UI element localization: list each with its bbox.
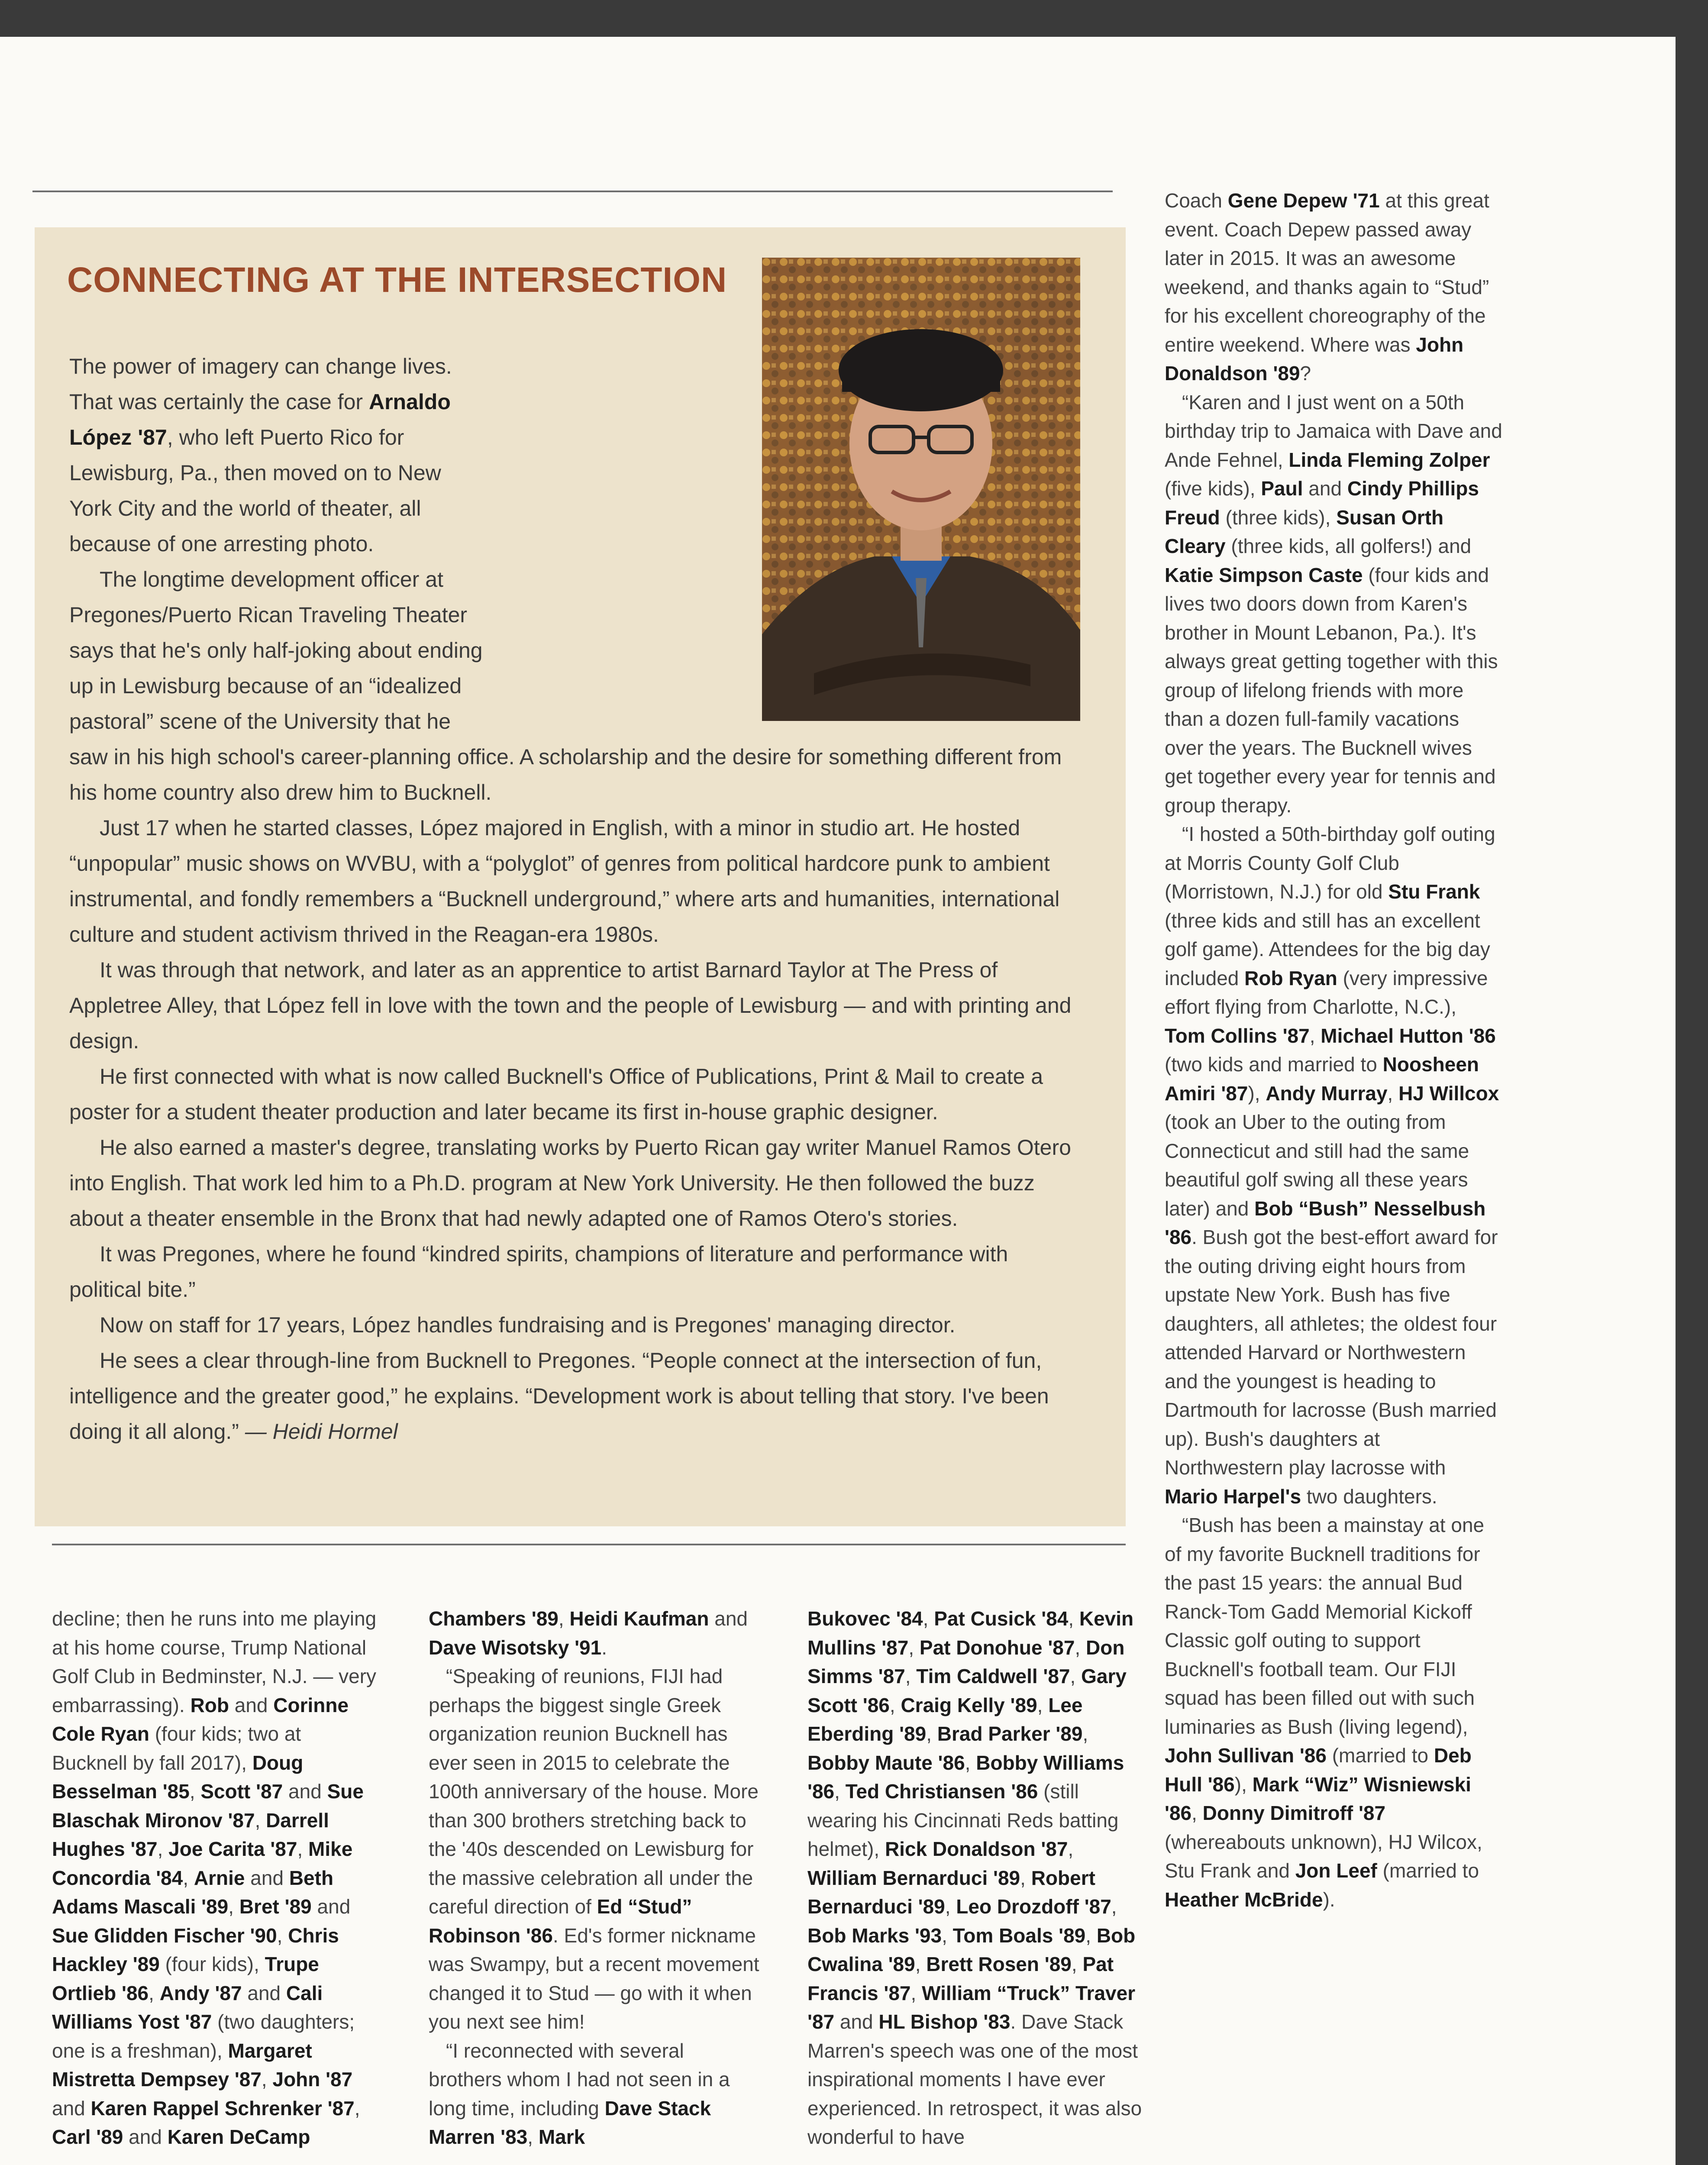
name-mention: Arnie [194,1866,245,1889]
name-mention: Don Simms '87 [807,1636,1125,1687]
column-text: and [311,1895,351,1918]
name-mention: Kevin Mullins '87 [807,1607,1134,1659]
column-2-reunion [429,1662,762,2036]
name-mention: Sue Glidden Fischer '90 [52,1924,277,1947]
name-mention: Robert Bernarduci '89 [807,1866,1095,1918]
column-text: , [1020,1866,1031,1889]
column-text: , [527,2126,539,2148]
column-text: (very impressive effort flying from Charlotte, N.C.), [1165,966,1488,1018]
name-mention: HL Bishop '83 [878,2010,1011,2033]
sidebar-box [35,227,1126,1526]
column-text: , [915,1953,927,1975]
column-text: and [123,2126,168,2148]
name-mention: Rick Donaldson '87 [885,1838,1068,1860]
column-text: (two daughters; one is a freshman), [52,2010,355,2062]
name-mention: Tom Boals '89 [952,1924,1086,1947]
column-text: , [228,1895,239,1918]
column-2-lead [429,1604,762,1662]
column-text: . Ed's former nickname was Swampy, but a recent movement changed it to Stud — go with it when you next see him! [429,1924,759,2033]
column-text: , [255,1809,266,1832]
sidebar-title: CONNECTING AT THE INTERSECTION [67,260,727,300]
column-text: , [1309,1024,1321,1047]
name-mention: Tim Caldwell '87 [916,1665,1070,1687]
name-mention: Bob Cwalina '89 [807,1924,1136,1975]
name-mention: Bret '89 [239,1895,312,1918]
name-mention: Chambers '89 [429,1607,559,1630]
name-mention: Craig Kelly '89 [901,1693,1037,1716]
column-text: Coach [1165,189,1228,212]
column-4-coach [1165,186,1502,388]
name-mention: Donny Dimitroff '87 [1202,1802,1386,1824]
name-mention: Noosheen Amiri '87 [1165,1053,1479,1105]
column-text: “Bush has been a mainstay at one of my favorite Bucknell traditions for the past 15 years: the annual Bud Ranck-Tom Gadd Memorial Kickoff Classic golf outing to support Bucknell's football team. Our FIJI squad has been filled out with such luminaries as Bush (living legend), [1165,1514,1485,1738]
column-1 [52,1604,381,2152]
column-text: , [905,1665,917,1687]
column-text: two daughters. [1301,1485,1437,1508]
name-mention: Cali Williams Yost '87 [52,1981,323,2033]
column-text: ), [1248,1082,1266,1105]
name-mention: Brad Parker '89 [937,1722,1083,1745]
name-mention: John '87 [272,2068,353,2091]
name-mention: Karen DeCamp [167,2126,310,2148]
column-text: (three kids), [1220,506,1337,529]
column-text: and [709,1607,748,1630]
top-rule [32,191,1113,192]
name-mention: Leo Drozdoff '87 [956,1895,1111,1918]
name-mention: Cindy Phillips Freud [1165,477,1479,529]
paragraph-6: He also earned a master's degree, translating works by Puerto Rican gay writer Manuel Ramos Otero into English. That work led him to a Ph.D. program at New York University. He then followed the buzz about a theater ensemble in the Bronx that had newly adapted one of Ramos Otero's stories. [69,1135,1071,1231]
name-mention: Heather McBride [1165,1888,1323,1911]
column-text: (two kids and married to [1165,1053,1383,1076]
paragraph-1-lead: The power of imagery can change lives. That was certainly the case for [69,354,452,414]
column-text: , [189,1780,201,1803]
column-text: , [911,1981,922,2004]
column-text: , [1191,1802,1203,1824]
column-text: , [558,1607,570,1630]
column-text: “Karen and I just went on a 50th birthday trip to Jamaica with Dave and Ande Fehnel, [1165,391,1502,471]
name-mention: Carl '89 [52,2126,123,2148]
column-text: and [229,1693,274,1716]
column-text: , [1387,1082,1399,1105]
name-mention: Bob “Bush” Nesselbush '86 [1165,1197,1486,1248]
column-4-golf [1165,820,1502,1511]
column-text: , [261,2068,273,2091]
name-mention: Dave Wisotsky '91 [429,1636,602,1659]
column-text: , [1070,1665,1082,1687]
column-text: , [157,1838,169,1860]
column-text: “I hosted a 50th-birthday golf outing at Morris County Golf Club (Morristown, N.J.) for old [1165,823,1495,903]
column-text: and [1303,477,1347,500]
byline: — Heidi Hormel [245,1419,398,1444]
name-mention: Katie Simpson Caste [1165,563,1363,586]
name-mention: Joe Carita '87 [168,1838,297,1860]
name-mention: Pat Donohue '87 [919,1636,1075,1659]
name-mention: Mark “Wiz” Wisniewski '86 [1165,1773,1471,1824]
name-mention: John Donaldson '89 [1165,333,1464,385]
column-text: (three kids and still has an excellent golf game). Attendees for the big day included [1165,909,1490,989]
name-mention: Bobby Williams '86 [807,1751,1124,1803]
featured-name: Arnaldo López '87 [69,390,451,449]
name-mention: Michael Hutton '86 [1321,1024,1496,1047]
name-mention: Ted Christiansen '86 [845,1780,1038,1803]
column-text: and [283,1780,327,1803]
name-mention: William Bernarduci '89 [807,1866,1020,1889]
name-mention: Andy Murray [1266,1082,1388,1105]
column-text: (four kids and lives two doors down from Karen's brother in Mount Lebanon, Pa.). It's always great getting together with this group of lifelong friends with more than a dozen full-family vacations over the years. The Bucknell wives get together every year for tennis and group therapy. [1165,563,1498,817]
column-text: and [52,2097,91,2120]
column-text: , [908,1636,920,1659]
column-text: and [834,2010,879,2033]
name-mention: Stu Frank [1388,880,1480,903]
name-mention: Ed “Stud” Robinson '86 [429,1895,692,1947]
column-text: , [942,1924,953,1947]
name-mention: Mario Harpel's [1165,1485,1301,1508]
column-text: “Speaking of reunions, FIJI had perhaps the biggest single Greek organization reunion Bucknell has ever seen in 2015 to celebrate the 100th anniversary of the house. More than 300 brothers stretching back to the '40s descended on Lewisburg for the massive celebration all under the careful direction of [429,1665,759,1918]
column-text: . [601,1636,607,1659]
column-text: , [1111,1895,1117,1918]
name-mention: Doug Besselman '85 [52,1751,304,1803]
column-text: , [1071,1953,1083,1975]
column-text: , [945,1895,956,1918]
column-4-bush [1165,1511,1502,1914]
name-mention: Margaret Mistretta Dempsey '87 [52,2039,312,2091]
column-text: (whereabouts unknown), HJ Wilcox, Stu Frank and [1165,1830,1482,1882]
column-text: (still wearing his Cincinnati Reds batting helmet), [807,1780,1119,1860]
name-mention: Brett Rosen '89 [926,1953,1072,1975]
name-mention: Rob Ryan [1244,966,1337,989]
name-mention: Lee Eberding '89 [807,1693,1083,1745]
paragraph-8: Now on staff for 17 years, López handles fundraising and is Pregones' managing director. [100,1313,956,1337]
column-2 [429,1604,762,2152]
paragraph-5: He first connected with what is now called Bucknell's Office of Publications, Print & Mail to create a poster for a student theater production and later became its first in-house graphic designer. [69,1064,1043,1124]
column-text: (married to [1326,1744,1434,1767]
column-text: ? [1300,362,1311,385]
name-mention: Gene Depew '71 [1227,189,1380,212]
name-mention: Tom Collins '87 [1165,1024,1310,1047]
column-text: (married to [1377,1859,1479,1882]
column-text: (five kids), [1165,477,1261,500]
column-text: , [183,1866,194,1889]
name-mention: Mark [538,2126,585,2148]
name-mention: Beth Adams Mascali '89 [52,1866,334,1918]
paragraph-7: It was Pregones, where he found “kindred spirits, champions of literature and performance with political bite.” [69,1242,1008,1302]
column-text: , [1085,1924,1097,1947]
name-mention: Rob [190,1693,229,1716]
column-text: , [1082,1722,1088,1745]
column-text: at this great event. Coach Depew passed away later in 2015. It was an awesome weekend, and thanks again to “Stud” for his excellent choreography of the entire weekend. Where was [1165,189,1489,356]
name-mention: Corinne Cole Ryan [52,1693,349,1745]
name-mention: Susan Orth Cleary [1165,506,1444,557]
column-3 [807,1604,1145,2152]
name-mention: Mike Concordia '84 [52,1838,353,1889]
name-mention: Bob Marks '93 [807,1924,942,1947]
name-mention: Andy '87 [159,1981,242,2004]
paragraph-4: It was through that network, and later as an apprentice to artist Barnard Taylor at The Press of Appletree Alley, that López fell in love with the town and the people of Lewisburg — and with printing and design. [69,958,1072,1053]
bottom-rule [52,1544,1126,1545]
column-text: decline; then he runs into me playing at his home course, Trump National Golf Club in Bedminster, N.J. — very embarrassing). [52,1607,377,1716]
name-mention: Heidi Kaufman [569,1607,709,1630]
name-mention: Jon Leef [1295,1859,1377,1882]
name-mention: Bobby Maute '86 [807,1751,965,1774]
column-text: (took an Uber to the outing from Connecticut and still had the same beautiful golf swing all these years later) and [1165,1111,1469,1220]
name-mention: Trupe Ortlieb '86 [52,1953,319,2004]
name-mention: Gary Scott '86 [807,1665,1127,1716]
column-text: ), [1234,1773,1253,1796]
name-mention: Darrell Hughes '87 [52,1809,329,1860]
column-text: , [926,1722,937,1745]
name-mention: HJ Willcox [1398,1082,1499,1105]
name-mention: Chris Hackley '89 [52,1924,339,1975]
column-4 [1165,186,1502,1914]
column-2-reconnected [429,2036,762,2152]
name-mention: John Sullivan '86 [1165,1744,1327,1767]
paragraph-3: Just 17 when he started classes, López majored in English, with a minor in studio art. He hosted “unpopular” music shows on WVBU, with a “polyglot” of genres from political hardcore punk to ambient instrumental, and fondly remembers a “Bucknell underground,” where arts and humanities, international culture and student activism thrived in the Reagan-era 1980s. [69,816,1060,947]
column-text: , [297,1838,309,1860]
column-4-jamaica [1165,388,1502,820]
column-text: (three kids, all golfers!) and [1225,535,1472,557]
column-text: . Bush got the best-effort award for the outing driving eight hours from upstate New York. Bush has five daughters, all athletes; the oldest four attended Harvard or Northwestern and the youngest is heading to Dartmouth for lacrosse (Bush married up). Bush's daughters at Northwestern play lacrosse with [1165,1226,1498,1479]
photo-wrap-space [507,349,1078,712]
column-text: , [923,1607,934,1630]
column-text: ). [1323,1888,1335,1911]
paragraph-2: The longtime development officer at Pregones/Puerto Rican Traveling Theater says that he's only half-joking about ending up in Lewisburg because of an “idealized pastoral” scene of the University that he saw in his high school's career-planning office. A scholarship and the desire for something different from his home country also drew him to Bucknell. [69,567,1062,805]
column-text: , [889,1693,901,1716]
paragraph-9-text: He sees a clear through-line from Bucknell to Pregones. “People connect at the intersection of fun, intelligence and the greater good,” he explains. “Development work is about telling that story. I've been doing it all along.” [69,1348,1049,1444]
sidebar-article [69,349,1078,1449]
column-text: “I reconnected with several brothers whom I had not seen in a long time, including [429,2039,730,2120]
column-text: and [245,1866,289,1889]
paragraph-9 [69,1343,1078,1449]
column-3-text [807,1604,1145,2152]
column-text: , [965,1751,976,1774]
name-mention: Deb Hull '86 [1165,1744,1472,1796]
name-mention: Dave Stack Marren '83 [429,2097,711,2148]
column-text: , [149,1981,160,2004]
name-mention: Karen Rappel Schrenker '87 [90,2097,355,2120]
name-mention: Scott '87 [200,1780,283,1803]
column-text: . Dave Stack Marren's speech was one of the most inspirational moments I have ever experienced. In retrospect, it was also wonderful to have [807,2010,1142,2148]
column-text: , [834,1780,846,1803]
column-text: , [1075,1636,1086,1659]
column-text: , [1068,1607,1079,1630]
column-text: and [242,1981,286,2004]
name-mention: Bukovec '84 [807,1607,923,1630]
name-mention: Pat Francis '87 [807,1953,1114,2004]
name-mention: Paul [1261,477,1303,500]
column-text: (four kids), [159,1953,265,1975]
magazine-page [0,37,1676,2165]
name-mention: Linda Fleming Zolper [1288,448,1490,471]
column-text: , [1068,1838,1074,1860]
column-text: , [354,2097,360,2120]
column-text: , [277,1924,288,1947]
name-mention: William “Truck” Traver '87 [807,1981,1136,2033]
column-1-text [52,1604,381,2152]
name-mention: Sue Blaschak Mironov '87 [52,1780,364,1832]
column-text: (four kids; two at Bucknell by fall 2017), [52,1722,301,1774]
name-mention: Pat Cusick '84 [934,1607,1069,1630]
column-text: , [1037,1693,1049,1716]
paragraph-1-rest: , who left Puerto Rico for Lewisburg, Pa., then moved on to New York City and the world of theater, all because of one arresting photo. [69,425,441,556]
